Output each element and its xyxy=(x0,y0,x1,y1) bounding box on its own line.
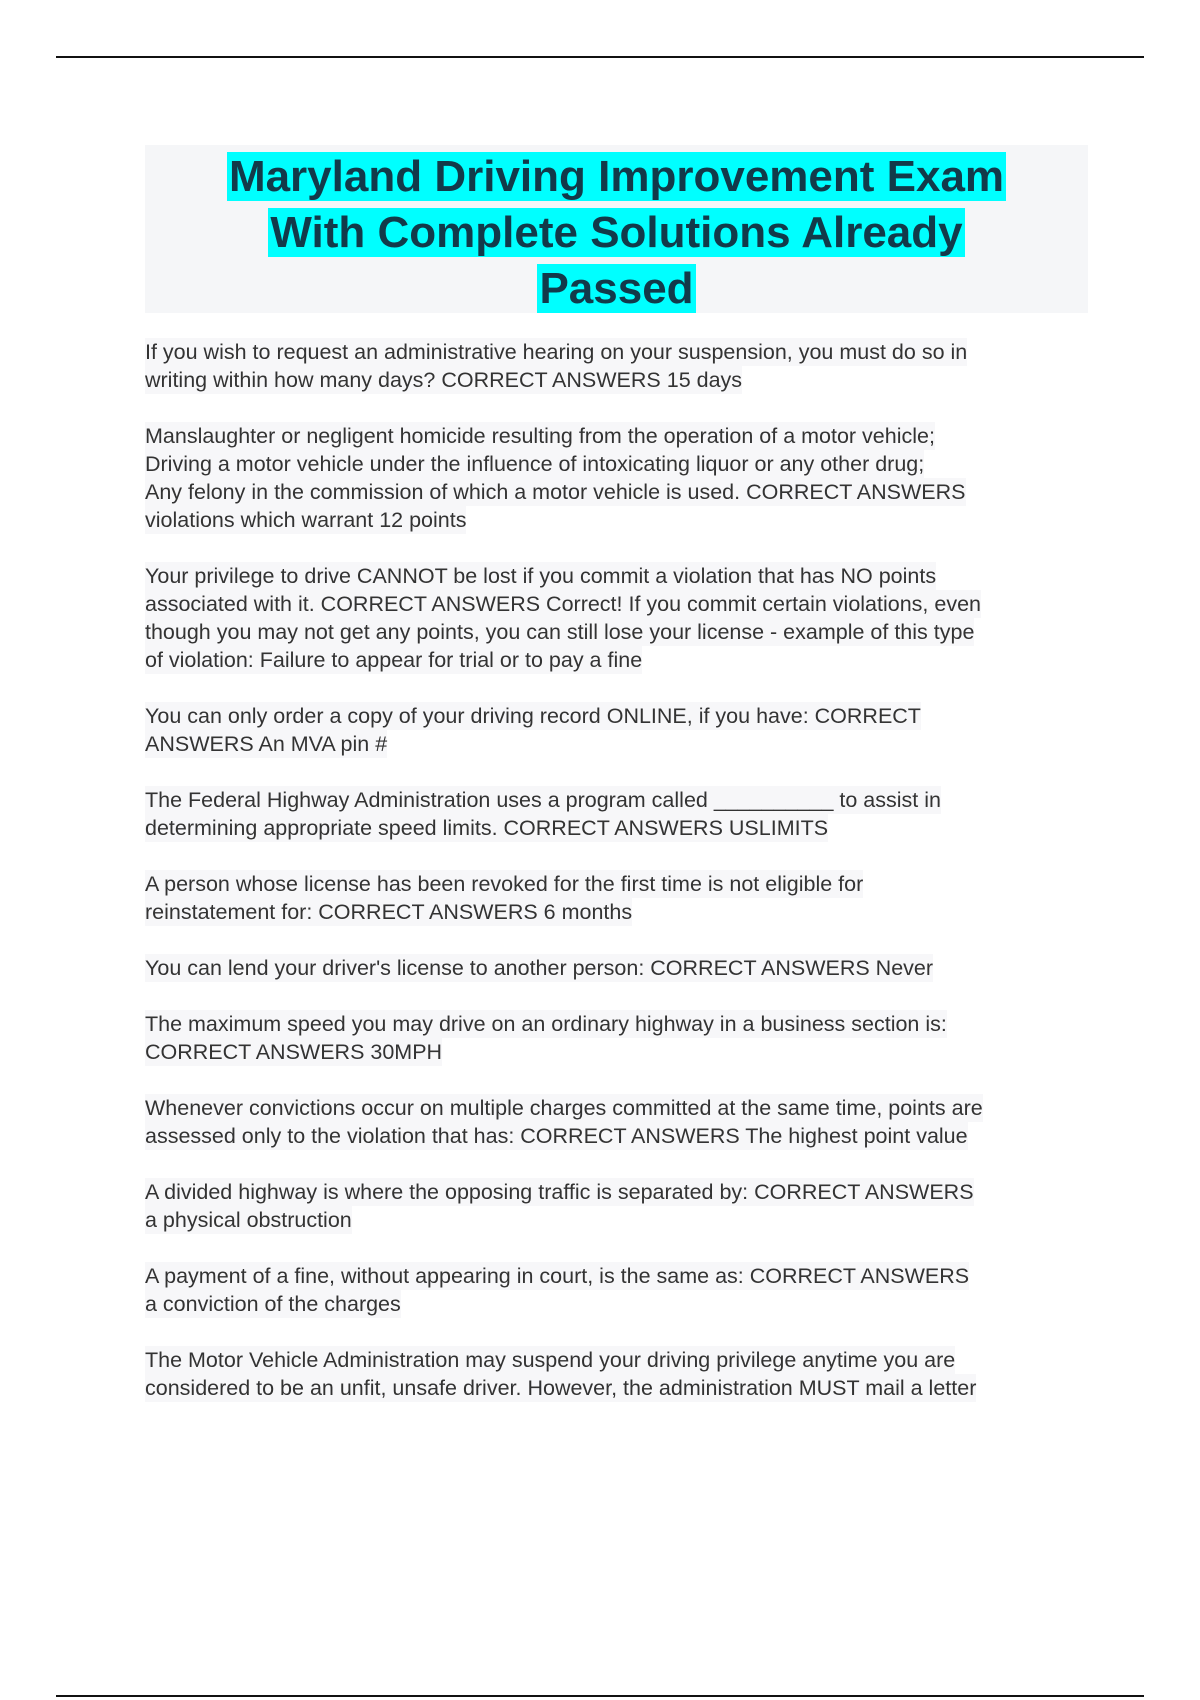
text-line: A person whose license has been revoked for the first time is not eligible for xyxy=(145,872,864,896)
question-answer-item xyxy=(145,1178,1090,1234)
text-line: writing within how many days? CORRECT ANSWERS 15 days xyxy=(145,368,743,392)
question-answer-item xyxy=(145,1262,1090,1318)
text-line: associated with it. CORRECT ANSWERS Correct! If you commit certain violations, even xyxy=(145,592,981,616)
text-line: You can lend your driver's license to another person: CORRECT ANSWERS Never xyxy=(145,956,934,980)
title-line: Passed xyxy=(539,264,694,313)
text-line: The maximum speed you may drive on an ordinary highway in a business section is: xyxy=(145,1012,947,1036)
text-line: The Federal Highway Administration uses a program called __________ to assist in xyxy=(145,788,941,812)
title-line: With Complete Solutions Already xyxy=(270,208,963,257)
text-line: considered to be an unfit, unsafe driver. However, the administration MUST mail a letter xyxy=(145,1376,977,1400)
question-answer-item xyxy=(145,338,1090,394)
top-rule xyxy=(56,56,1144,58)
text-line: assessed only to the violation that has: CORRECT ANSWERS The highest point value xyxy=(145,1124,968,1148)
title-line: Maryland Driving Improvement Exam xyxy=(228,152,1005,201)
text-line: Manslaughter or negligent homicide resulting from the operation of a motor vehicle; xyxy=(145,424,935,448)
text-line: A payment of a fine, without appearing in court, is the same as: CORRECT ANSWERS xyxy=(145,1264,970,1288)
question-answer-item xyxy=(145,562,1090,674)
text-line: A divided highway is where the opposing traffic is separated by: CORRECT ANSWERS xyxy=(145,1180,974,1204)
question-answer-item xyxy=(145,1094,1090,1150)
text-line: though you may not get any points, you can still lose your license - example of this type xyxy=(145,620,975,644)
text-line: Any felony in the commission of which a motor vehicle is used. CORRECT ANSWERS xyxy=(145,480,966,504)
text-line: ANSWERS An MVA pin # xyxy=(145,732,388,756)
text-line: violations which warrant 12 points xyxy=(145,508,467,532)
text-line: Your privilege to drive CANNOT be lost if you commit a violation that has NO points xyxy=(145,564,937,588)
question-answer-item xyxy=(145,786,1090,842)
question-answer-item xyxy=(145,422,1090,534)
text-line: The Motor Vehicle Administration may suspend your driving privilege anytime you are xyxy=(145,1348,956,1372)
text-line: reinstatement for: CORRECT ANSWERS 6 months xyxy=(145,900,633,924)
text-line: Whenever convictions occur on multiple charges committed at the same time, points are xyxy=(145,1096,983,1120)
question-answer-item xyxy=(145,1346,1090,1402)
question-answer-item xyxy=(145,954,1090,982)
question-answer-item xyxy=(145,702,1090,758)
text-line: CORRECT ANSWERS 30MPH xyxy=(145,1040,443,1064)
question-answer-item xyxy=(145,870,1090,926)
text-line: If you wish to request an administrative hearing on your suspension, you must do so in xyxy=(145,340,968,364)
question-answer-list xyxy=(145,338,1090,1430)
text-line: determining appropriate speed limits. CORRECT ANSWERS USLIMITS xyxy=(145,816,829,840)
document-title xyxy=(145,145,1088,313)
question-answer-item xyxy=(145,1010,1090,1066)
text-line: a physical obstruction xyxy=(145,1208,352,1232)
text-line: You can only order a copy of your driving record ONLINE, if you have: CORRECT xyxy=(145,704,921,728)
text-line: Driving a motor vehicle under the influence of intoxicating liquor or any other drug; xyxy=(145,452,925,476)
text-line: of violation: Failure to appear for trial or to pay a fine xyxy=(145,648,643,672)
text-line: a conviction of the charges xyxy=(145,1292,401,1316)
bottom-rule xyxy=(56,1695,1144,1697)
